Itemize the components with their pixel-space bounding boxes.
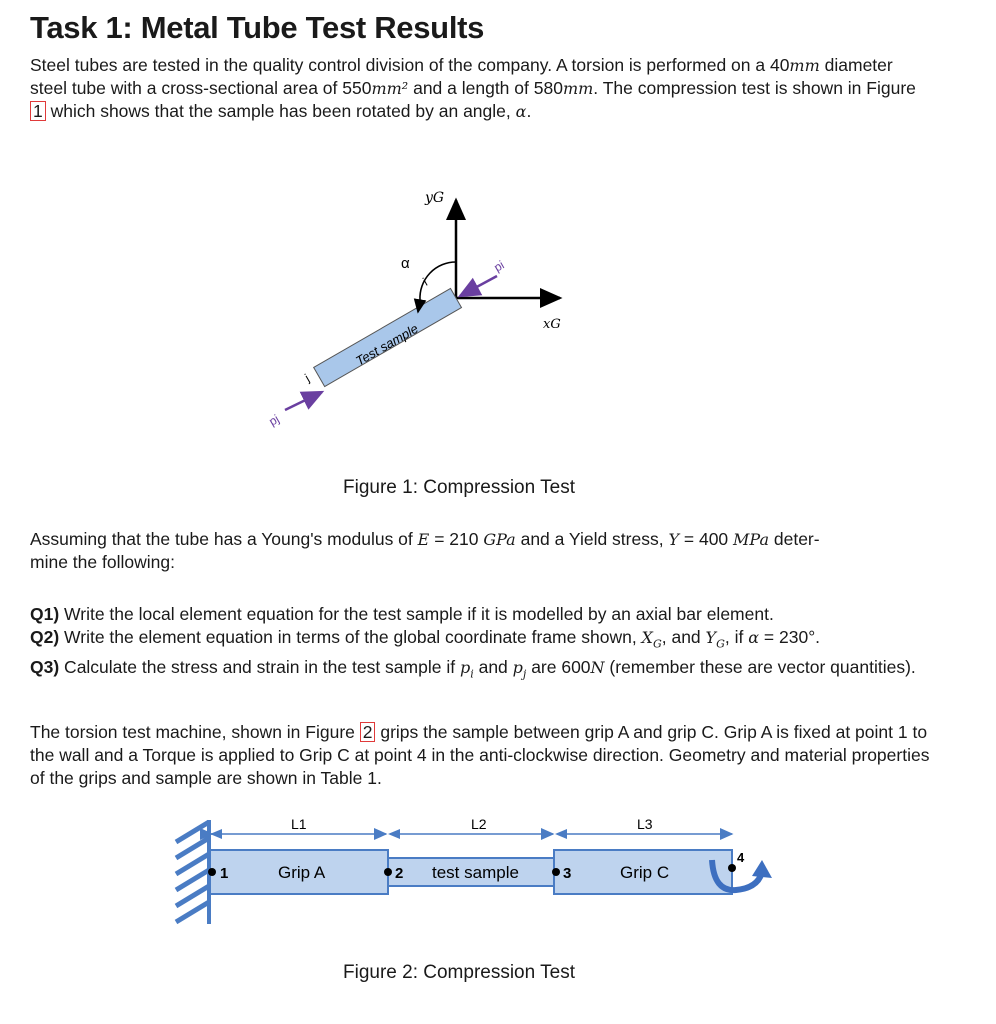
q2-text: = 230°. (759, 627, 821, 647)
unit-mm: mm (562, 79, 594, 98)
point-4-label: 4 (737, 850, 745, 865)
alpha-label: α (401, 255, 410, 272)
q2-text: , if (724, 627, 749, 647)
alpha-symbol: α (515, 102, 527, 121)
intro-text: diameter steel tube with a cross-sectional area of 550 (30, 55, 893, 98)
symbol-XG: X (641, 628, 653, 647)
symbol-YG: Y (705, 628, 717, 647)
point-4 (728, 864, 736, 872)
intro-text: Steel tubes are tested in the quality control division of the company. A torsion is performed on a 40 (30, 55, 790, 75)
q3-label: Q3) (30, 656, 60, 677)
page-title: Task 1: Metal Tube Test Results (30, 10, 485, 45)
figure-2-caption: Figure 2: Compression Test (343, 962, 575, 983)
unit-mm: mm (789, 56, 820, 75)
y-axis-label: yG (425, 190, 445, 206)
L1-label: L1 (291, 816, 307, 832)
intro-text: . The compression test is shown in Figure (593, 78, 916, 98)
i-label: i (420, 275, 430, 289)
symbol-pi-sub: i (470, 667, 474, 680)
point-2 (384, 868, 392, 876)
test-sample-label: Test sample (353, 320, 421, 369)
intro-text: and a length of 580 (408, 78, 563, 98)
symbol-Y: Y (668, 530, 680, 549)
test-sample-label: test sample (432, 863, 519, 882)
assume-text: and a Yield stress, (515, 529, 669, 549)
figure-1-caption: Figure 1: Compression Test (343, 477, 575, 498)
assume-text: deter- (769, 529, 820, 549)
point-3-label: 3 (563, 865, 572, 882)
assume-text: = 210 (429, 529, 484, 549)
symbol-pj-sub: j (522, 667, 527, 680)
assume-text: = 400 (679, 529, 734, 549)
pi-label: pi (491, 257, 507, 275)
pj-label: pj (266, 411, 282, 429)
q3-text: and (473, 656, 513, 677)
q3-text: (remember these are vector quantities). (604, 656, 916, 677)
symbol-E: E (417, 530, 430, 549)
q1-text: Write the local element equation for the test sample if it is modelled by an axial bar element. (59, 604, 774, 624)
grip-c-label: Grip C (620, 863, 670, 882)
unit-N: N (590, 657, 605, 677)
q2-text: , and (661, 627, 706, 647)
unit-mpa: MPa (733, 530, 769, 549)
torsion-text: The torsion test machine, shown in Figure (30, 722, 360, 742)
grip-a-label: Grip A (278, 863, 326, 882)
intro-text: . (526, 101, 532, 121)
figure-2-reference[interactable]: 2 (360, 722, 376, 742)
point-1 (208, 868, 216, 876)
torsion-text: grips the sample between grip A and grip C. Grip A is fixed at point 1 to the wall and a Torque is applied to Grip C at point 4 in the anti-clockwise direction. Geometry and material properties of the grips and sample are shown in Table 1. (30, 722, 930, 788)
intro-text: which shows that the sample has been rotated by an angle, (45, 101, 516, 121)
q3-text: Calculate the stress and strain in the test sample if (59, 656, 460, 677)
unit-gpa: GPa (483, 530, 516, 549)
j-label: j (302, 371, 312, 385)
assume-text: mine the following: (30, 552, 175, 572)
q1-label: Q1) (30, 604, 60, 624)
torque-arrowhead (752, 860, 772, 878)
q2-text: Write the element equation in terms of the global coordinate frame shown, (59, 627, 642, 647)
assume-text: Assuming that the tube has a Young's modulus of (30, 529, 418, 549)
L2-label: L2 (471, 816, 487, 832)
L3-label: L3 (637, 816, 653, 832)
alpha-symbol: α (748, 628, 760, 647)
point-3 (552, 868, 560, 876)
point-2-label: 2 (395, 865, 404, 882)
point-1-label: 1 (220, 865, 229, 882)
unit-mm2: mm² (371, 79, 409, 98)
wall-hatching (176, 822, 209, 922)
symbol-YG-sub: G (716, 637, 725, 651)
symbol-XG-sub: G (652, 637, 662, 651)
figure-1-reference[interactable]: 1 (30, 101, 46, 121)
q2-label: Q2) (30, 627, 60, 647)
symbol-pi: p (459, 657, 471, 677)
x-axis-label: xG (543, 317, 561, 332)
symbol-pj: p (512, 657, 523, 677)
q3-text: are 600 (526, 656, 591, 677)
